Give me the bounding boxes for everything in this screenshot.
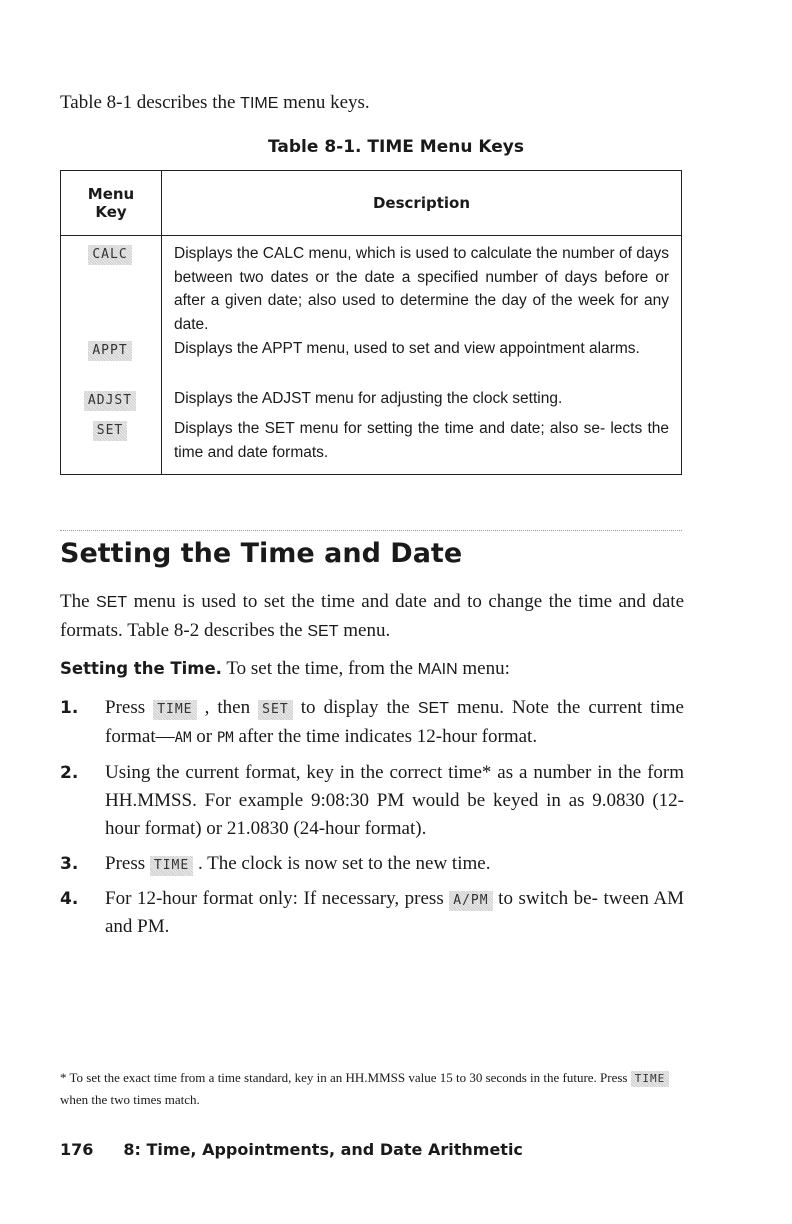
chapter-title: 8: Time, Appointments, and Date Arithmetic [123,1140,523,1159]
col-header-menu-key: Menu Key [61,171,162,236]
step-item: 4. For 12-hour format only: If necessary, press A/PM to switch be- tween AM and PM. [60,888,684,937]
time-key: TIME [631,1071,670,1087]
key-adjst: ADJST [61,391,159,411]
time-key: TIME [150,856,193,876]
section-divider [60,530,682,531]
time-key: TIME [153,700,196,720]
key-appt: APPT [61,341,159,361]
table-body-row [61,236,682,475]
run-in-heading: Setting the Time. [60,659,222,678]
step-item: 2. Using the current format, key in the correct time* as a number in the form HH.MMSS. For example 9:08:30 PM would be keyed in as 9.0830 (12-hour format) or 21.0830 (24-hour format). [60,762,684,839]
step-item: 3. Press TIME . The clock is now set to the new time. [60,853,491,874]
step-item: 1. Press TIME , then SET to display the SET menu. Note the current time format—AM or PM after the time indicates 12-hour format. [60,697,684,747]
intro-sentence: Table 8-1 describes the TIME menu keys. [60,92,370,113]
steps-list [60,694,684,948]
table-header-row [61,171,682,236]
col-header-description: Description [162,171,682,236]
section-title: Setting the Time and Date [60,538,463,569]
desc-appt: Displays the APPT menu, used to set and view appointment alarms. [174,340,640,357]
desc-set: Displays the SET menu for setting the time and date; also se- lects the time and date formats. [174,420,669,461]
time-menu-keys-table [60,170,682,475]
page-footer [60,1140,523,1159]
key-column [61,236,162,475]
page-number: 176 [60,1140,94,1159]
table-title: Table 8-1. TIME Menu Keys [268,137,524,157]
set-key: SET [258,700,292,720]
key-set: SET [61,421,159,441]
footnote: * To set the exact time from a time standard, key in an HH.MMSS value 15 to 30 seconds in the future. Press TIME when the two times match. [60,1067,684,1111]
key-calc: CALC [61,245,159,265]
desc-calc: Displays the CALC menu, which is used to calculate the number of days between two dates or the date a specified number of days before or after a given date; also used to determine the day of the week for any date. [174,245,669,333]
description-column [162,236,682,475]
menu-name: TIME [240,95,279,112]
am-pm-key: A/PM [449,891,492,911]
section-paragraph: The SET menu is used to set the time and date and to change the time and date formats. Table 8-2 describes the SET menu. [60,591,684,641]
desc-adjst: Displays the ADJST menu for adjusting the clock setting. [174,390,563,407]
setting-time-paragraph: Setting the Time. To set the time, from the MAIN menu: [60,658,510,679]
